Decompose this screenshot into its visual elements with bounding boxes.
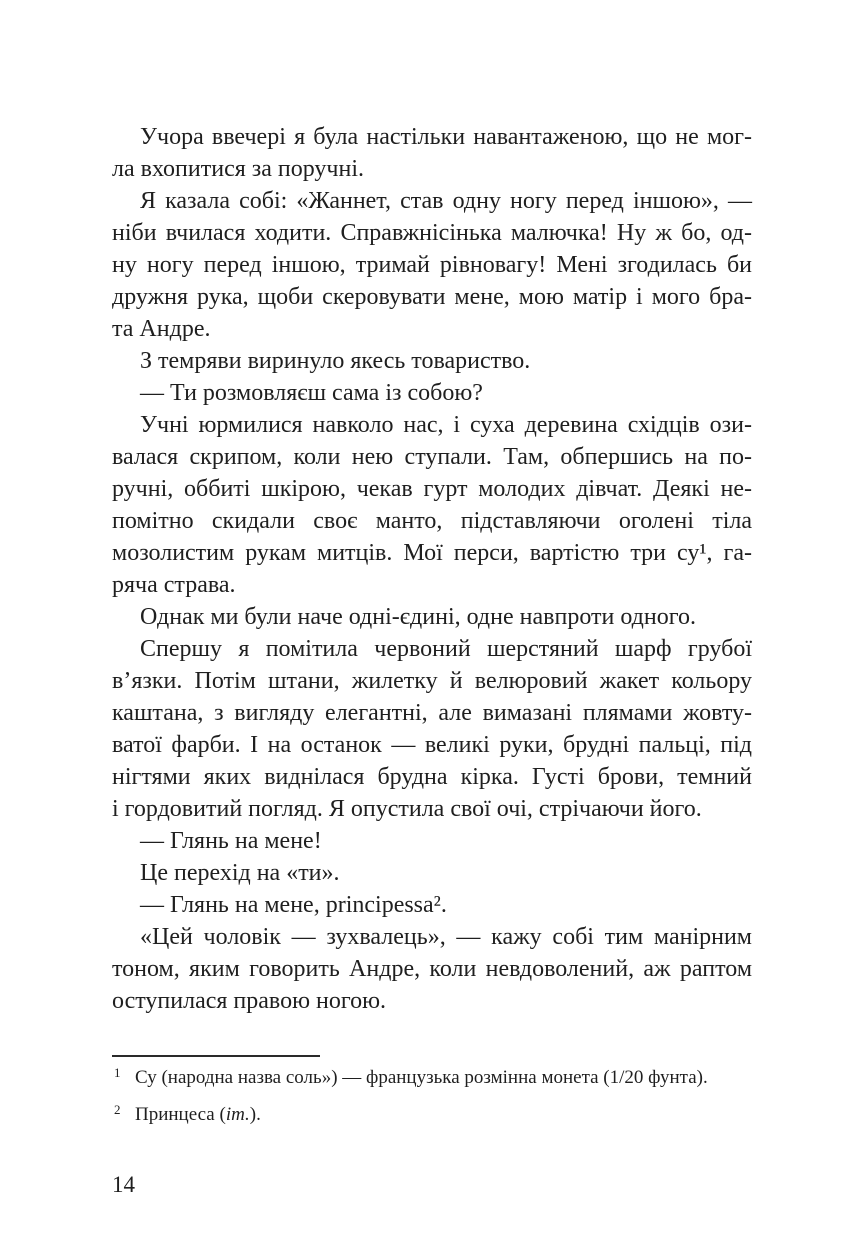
- text-line: Я казала собі: «Жаннет, став одну ногу перед іншою», —: [140, 188, 752, 214]
- page-number: 14: [112, 1172, 135, 1197]
- text-line: тоном, яким говорить Андре, коли невдоволений, аж раптом: [112, 956, 752, 982]
- text-line: валася скрипом, коли нею ступали. Там, обпершись на по-: [112, 444, 752, 470]
- text-line: ну ногу перед іншою, тримай рівновагу! Мені згодилась би: [112, 252, 752, 278]
- paragraph: [112, 121, 752, 185]
- text-line: ряча страва.: [112, 572, 236, 598]
- text-line: Учні юрмилися навколо нас, і суха деревина східців ози-: [140, 412, 752, 438]
- body-text: [112, 121, 752, 1017]
- text-line: ручні, оббиті шкірою, чекав гурт молодих дівчат. Деякі не-: [112, 476, 752, 502]
- paragraph: [112, 921, 752, 1017]
- text-line: З темряви виринуло якесь товариство.: [140, 348, 531, 374]
- text-line: в’язки. Потім штани, жилетку й велюровий жакет кольору: [112, 668, 752, 694]
- text-line: оступилася правою ногою.: [112, 988, 387, 1014]
- paragraph: [112, 345, 752, 377]
- text-line: — Глянь на мене, principessa².: [140, 892, 447, 918]
- text-line: нігтями яких виднілася брудна кірка. Густі брови, темний: [112, 764, 752, 790]
- footnote: [112, 1100, 764, 1130]
- footnote-text: Принцеса (іт.).: [135, 1104, 261, 1125]
- footnotes: [112, 1063, 764, 1137]
- paragraph: [112, 377, 752, 409]
- footnote: [112, 1063, 764, 1093]
- text-line: мозолистим рукам митців. Мої перси, вартістю три су¹, га-: [112, 540, 752, 566]
- text-line: Однак ми були наче одні-єдині, одне навпроти одного.: [140, 604, 696, 630]
- paragraph: [112, 857, 752, 889]
- text-line: — Ти розмовляєш сама із собою?: [140, 380, 483, 406]
- text-line: Спершу я помітила червоний шерстяний шарф грубої: [140, 636, 752, 662]
- text-line: Це перехід на «ти».: [140, 860, 340, 886]
- footnote-separator: [112, 1055, 320, 1057]
- text-line: ніби вчилася ходити. Справжнісінька малючка! Ну ж бо, од-: [112, 220, 752, 246]
- text-line: помітно скидали своє манто, підставляючи оголені тіла: [112, 508, 752, 534]
- text-line: та Андре.: [112, 316, 211, 342]
- paragraph: [112, 601, 752, 633]
- footnote-text: Су (народна назва соль») — французька розмінна монета (1/20 фунта).: [135, 1067, 708, 1088]
- text-line: ватої фарби. І на останок — великі руки, брудні пальці, під: [112, 732, 752, 758]
- paragraph: [112, 633, 752, 825]
- text-line: і гордовитий погляд. Я опустила свої очі, стрічаючи його.: [112, 796, 702, 822]
- paragraph: [112, 825, 752, 857]
- footnote-marker: 2: [114, 1102, 121, 1117]
- text-line: «Цей чоловік — зухвалець», — кажу собі тим манірним: [140, 924, 752, 950]
- text-line: каштана, з вигляду елегантні, але вимазані плямами жовту-: [112, 700, 752, 726]
- paragraph: [112, 409, 752, 601]
- text-line: Учора ввечері я була настільки навантаженою, що не мог-: [140, 124, 752, 150]
- paragraph: [112, 185, 752, 345]
- text-line: — Глянь на мене!: [140, 828, 322, 854]
- text-line: ла вхопитися за поручні.: [112, 156, 364, 182]
- text-line: дружня рука, щоби скеровувати мене, мою матір і мого бра-: [112, 284, 752, 310]
- footnote-marker: 1: [114, 1065, 121, 1080]
- paragraph: [112, 889, 752, 921]
